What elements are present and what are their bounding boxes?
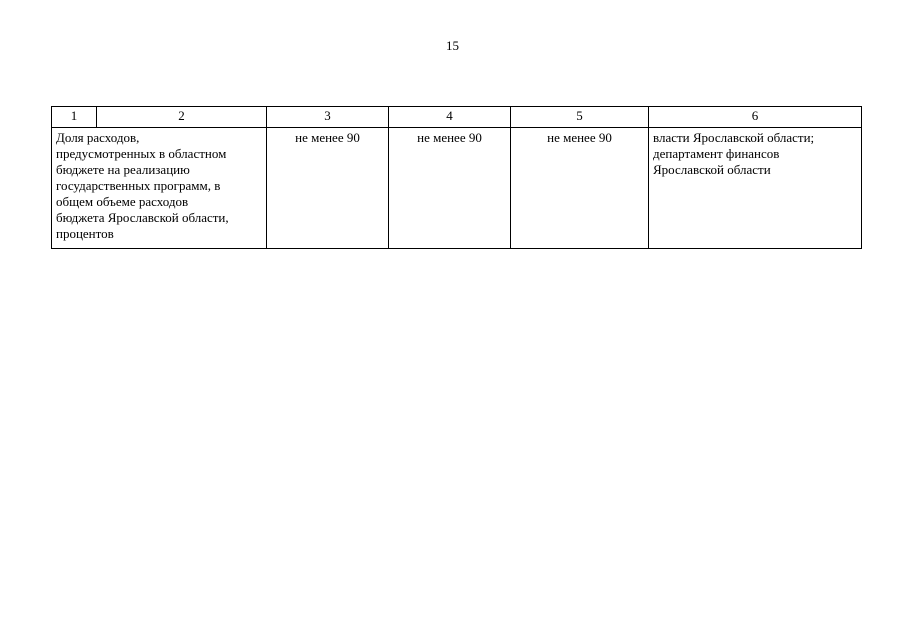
column-header-6: 6 [649,107,862,128]
value-cell-4: не менее 90 [389,128,511,249]
column-header-3: 3 [267,107,389,128]
value-cell-5: не менее 90 [511,128,649,249]
column-header-2: 2 [97,107,267,128]
column-header-5: 5 [511,107,649,128]
column-header-1: 1 [52,107,97,128]
table-header-row [52,107,862,128]
indicators-table [51,106,862,249]
responsible-cell: власти Ярославской области; департамент финансов Ярославской области [649,128,862,249]
column-header-4: 4 [389,107,511,128]
page-number: 15 [446,38,459,53]
value-cell-3: не менее 90 [267,128,389,249]
indicator-cell: Доля расходов, предусмотренных в областном бюджете на реализацию государственных программ, в общем объеме расходов бюджета Ярославской области, процентов [52,128,267,249]
table-row [52,128,862,249]
